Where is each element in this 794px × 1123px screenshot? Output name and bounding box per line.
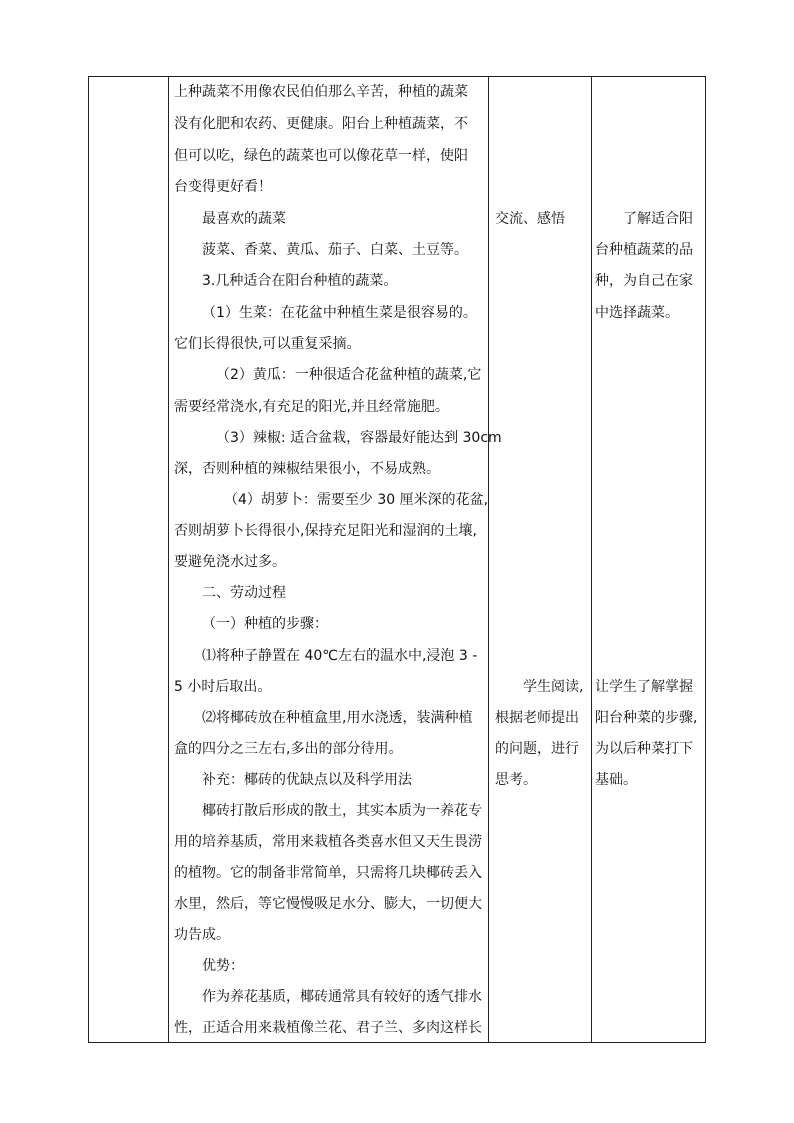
content-line: 深，否则种植的辣椒结果很小，不易成熟。 bbox=[174, 461, 440, 477]
content-line: （4）胡萝卜：需要至少 30 厘米深的花盆, bbox=[224, 492, 489, 508]
purpose-line: 基础。 bbox=[595, 772, 637, 788]
content-line: （2）黄瓜：一种很适合花盆种植的蔬菜,它 bbox=[216, 367, 482, 383]
purpose-line: 台种植蔬菜的品 bbox=[595, 242, 693, 258]
activity-line: 根据老师提出 bbox=[495, 710, 579, 726]
activity-line: 交流、感悟 bbox=[495, 211, 565, 227]
content-line: 否则胡萝卜长得很小,保持充足阳光和湿润的土壤, bbox=[174, 523, 477, 539]
content-line: ⑴将种子静置在 40℃左右的温水中,浸泡 3 - bbox=[202, 648, 478, 664]
content-line: （一）种植的步骤： bbox=[202, 616, 328, 632]
activity-line: 的问题，进行 bbox=[495, 741, 579, 757]
purpose-line: 中选择蔬菜。 bbox=[595, 305, 679, 321]
column-divider bbox=[591, 77, 592, 1042]
content-line: 补充：椰砖的优缺点以及科学用法 bbox=[202, 772, 412, 788]
purpose-line: 了解适合阳 bbox=[623, 211, 693, 227]
activity-line: 思考。 bbox=[495, 772, 537, 788]
column-divider bbox=[488, 77, 489, 1042]
content-line: 优势： bbox=[202, 958, 244, 974]
activity-line: 学生阅读, bbox=[523, 679, 584, 695]
purpose-line: 阳台种菜的步骤, bbox=[595, 710, 698, 726]
content-line: 功告成。 bbox=[174, 927, 230, 943]
content-line: 椰砖打散后形成的散土，其实本质为一养花专 bbox=[202, 803, 482, 819]
content-line: 上种蔬菜不用像农民伯伯那么辛苦，种植的蔬菜 bbox=[174, 84, 468, 100]
content-line: 性，正适合用来栽植像兰花、君子兰、多肉这样长 bbox=[174, 1020, 482, 1036]
content-line: 作为养花基质，椰砖通常具有较好的透气排水 bbox=[202, 989, 482, 1005]
purpose-line: 让学生了解掌握 bbox=[595, 679, 693, 695]
content-line: 没有化肥和农药、更健康。阳台上种植蔬菜，不 bbox=[174, 116, 468, 132]
content-line: ⑵将椰砖放在种植盒里,用水浇透，装满种植 bbox=[202, 710, 473, 726]
content-line: （1）生菜：在花盆中种植生菜是很容易的。 bbox=[202, 305, 477, 321]
content-line: 菠菜、香菜、黄瓜、茄子、白菜、土豆等。 bbox=[202, 242, 468, 258]
content-line: 要避免浇水过多。 bbox=[174, 554, 286, 570]
content-line: 水里，然后，等它慢慢吸足水分、膨大，一切便大 bbox=[174, 896, 482, 912]
content-line: 但可以吃，绿色的蔬菜也可以像花草一样，使阳 bbox=[174, 148, 468, 164]
purpose-line: 为以后种菜打下 bbox=[595, 741, 693, 757]
content-line: 它们长得很快,可以重复采摘。 bbox=[174, 336, 361, 352]
content-line: 3.几种适合在阳台种植的蔬菜。 bbox=[202, 273, 398, 289]
content-line: 需要经常浇水,有充足的阳光,并且经常施肥。 bbox=[174, 399, 449, 415]
content-line: 二、劳动过程 bbox=[202, 585, 286, 601]
content-line: 的植物。它的制备非常简单，只需将几块椰砖丢入 bbox=[174, 865, 482, 881]
column-divider bbox=[168, 77, 169, 1042]
content-line: 台变得更好看！ bbox=[174, 179, 272, 195]
content-line: （3）辣椒: 适合盆栽，容器最好能达到 30cm bbox=[216, 430, 502, 446]
content-line: 盒的四分之三左右,多出的部分待用。 bbox=[174, 741, 403, 757]
content-line: 5 小时后取出。 bbox=[174, 679, 272, 695]
purpose-line: 种，为自己在家 bbox=[595, 273, 693, 289]
content-line: 用的培养基质，常用来栽植各类喜水但又天生畏涝 bbox=[174, 834, 482, 850]
content-line: 最喜欢的蔬菜 bbox=[202, 211, 286, 227]
